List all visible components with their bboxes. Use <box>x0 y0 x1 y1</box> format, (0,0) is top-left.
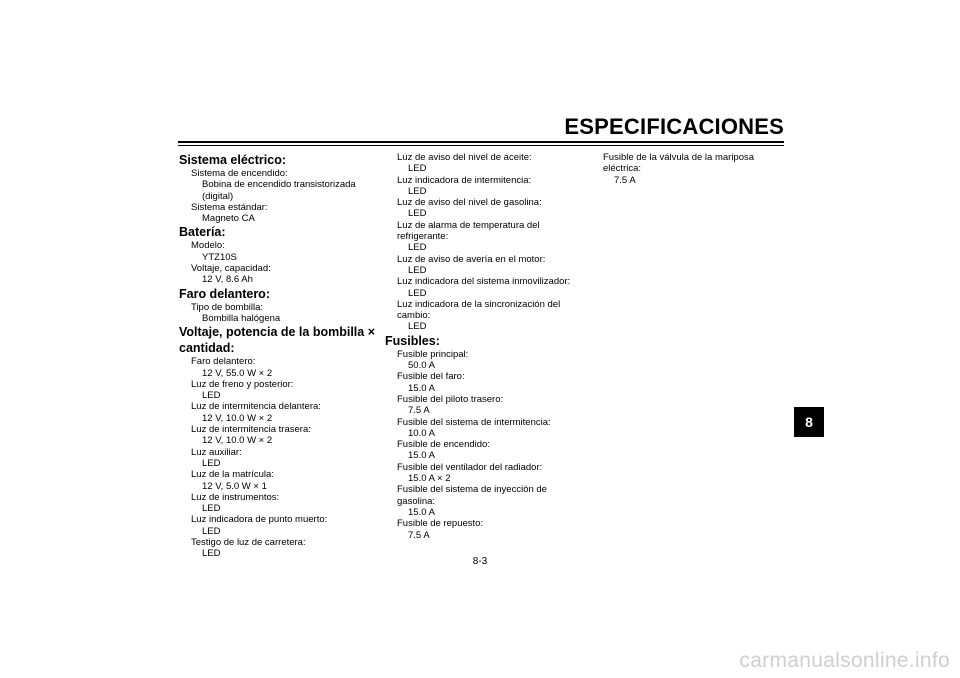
spec-value: 50.0 A <box>408 360 435 372</box>
spec-label: Fusible de repuesto: <box>397 518 484 530</box>
spec-label: Fusible principal: <box>397 348 469 360</box>
spec-label: Luz indicadora del sistema inmovilizador: <box>397 276 571 288</box>
spec-value: LED <box>408 242 427 254</box>
spec-value: Bobina de encendido transistorizada <box>202 179 356 191</box>
spec-value: 12 V, 8.6 Ah <box>202 274 253 286</box>
spec-value: LED <box>408 208 427 220</box>
spec-label: Luz indicadora de la sincronización del <box>397 298 561 310</box>
spec-label: Testigo de luz de carretera: <box>191 537 306 549</box>
spec-value: 12 V, 10.0 W × 2 <box>202 412 273 424</box>
spec-label: Sistema estándar: <box>191 201 268 213</box>
spec-label: Voltaje, capacidad: <box>191 263 271 275</box>
spec-label: Luz auxiliar: <box>191 446 242 458</box>
spec-value: LED <box>408 163 427 175</box>
section-heading: Batería: <box>179 225 226 240</box>
spec-value: LED <box>202 457 221 469</box>
spec-label: cambio: <box>397 310 431 322</box>
spec-label: Faro delantero: <box>191 356 256 368</box>
spec-label: Fusible del sistema de intermitencia: <box>397 416 551 428</box>
spec-label: Luz de intermitencia delantera: <box>191 401 321 413</box>
page-number: 8-3 <box>472 556 488 567</box>
spec-label: Fusible del sistema de inyección de gasolina: <box>397 484 547 507</box>
spec-label: Luz de alarma de temperatura del <box>397 219 540 231</box>
spec-label: Luz de intermitencia trasera: <box>191 424 311 436</box>
spec-value: 7.5 A <box>408 405 430 417</box>
spec-value: LED <box>202 390 221 402</box>
spec-label: Luz de instrumentos: <box>191 491 280 503</box>
section-heading: cantidad: <box>179 341 235 356</box>
page-title: ESPECIFICACIONES <box>564 114 784 139</box>
spec-value: 7.5 A <box>408 529 430 541</box>
spec-value: LED <box>202 525 221 537</box>
spec-value: 15.0 A × 2 <box>408 473 451 485</box>
spec-value: Bombilla halógena <box>202 312 281 324</box>
spec-label: Luz de aviso de avería en el motor: <box>397 253 546 265</box>
spec-label: Fusible del faro: <box>397 371 465 383</box>
spec-value: 10.0 A <box>408 427 435 439</box>
spec-value: Magneto CA <box>202 213 255 225</box>
spec-value: 12 V, 55.0 W × 2 <box>202 367 273 379</box>
spec-label: Luz indicadora de punto muerto: <box>191 514 328 526</box>
spec-label: Fusible de encendido: <box>397 439 490 451</box>
spec-value: LED <box>408 185 427 197</box>
spec-column-2 <box>385 152 585 541</box>
spec-label: Luz de la matrícula: <box>191 469 274 481</box>
spec-value: 12 V, 5.0 W × 1 <box>202 480 267 492</box>
section-heading: Sistema eléctrico: <box>179 153 286 167</box>
spec-value: (digital) <box>202 190 234 202</box>
spec-value: YTZ10S <box>202 251 237 263</box>
spec-label: Luz indicadora de intermitencia: <box>397 174 532 186</box>
spec-label: Fusible del ventilador del radiador: <box>397 461 543 473</box>
spec-label: Luz de freno y posterior: <box>191 378 294 390</box>
header-rule <box>178 141 784 143</box>
spec-value: 15.0 A <box>408 382 435 394</box>
section-heading: Voltaje, potencia de la bombilla × <box>179 325 375 340</box>
spec-value: 12 V, 10.0 W × 2 <box>202 435 273 447</box>
spec-value: 15.0 A <box>408 506 435 518</box>
watermark: carmanualsonline.info <box>739 649 950 672</box>
section-heading: Fusibles: <box>385 333 440 348</box>
spec-label: Tipo de bombilla: <box>191 301 263 313</box>
spec-value: LED <box>408 264 427 276</box>
spec-column-3 <box>591 152 791 186</box>
section-heading: Faro delantero: <box>179 286 270 301</box>
spec-label: Fusible del piloto trasero: <box>397 393 504 405</box>
spec-label: Luz de aviso del nivel de gasolina: <box>397 197 542 209</box>
spec-value: LED <box>202 503 221 515</box>
spec-label: Fusible de la válvula de la mariposa eléctrica: <box>603 152 755 175</box>
spec-label: Luz de aviso del nivel de aceite: <box>397 152 532 163</box>
spec-value: 15.0 A <box>408 450 435 462</box>
spec-value: LED <box>408 287 427 299</box>
spec-label: Modelo: <box>191 240 225 252</box>
chapter-tab: 8 <box>794 407 824 437</box>
spec-value: 7.5 A <box>614 174 636 186</box>
spec-label: Sistema de encendido: <box>191 168 288 179</box>
header-rule-thin <box>178 145 784 146</box>
spec-value: LED <box>202 548 221 560</box>
spec-value: LED <box>408 321 427 333</box>
spec-label: refrigerante: <box>397 231 449 243</box>
spec-column-1 <box>179 152 379 560</box>
